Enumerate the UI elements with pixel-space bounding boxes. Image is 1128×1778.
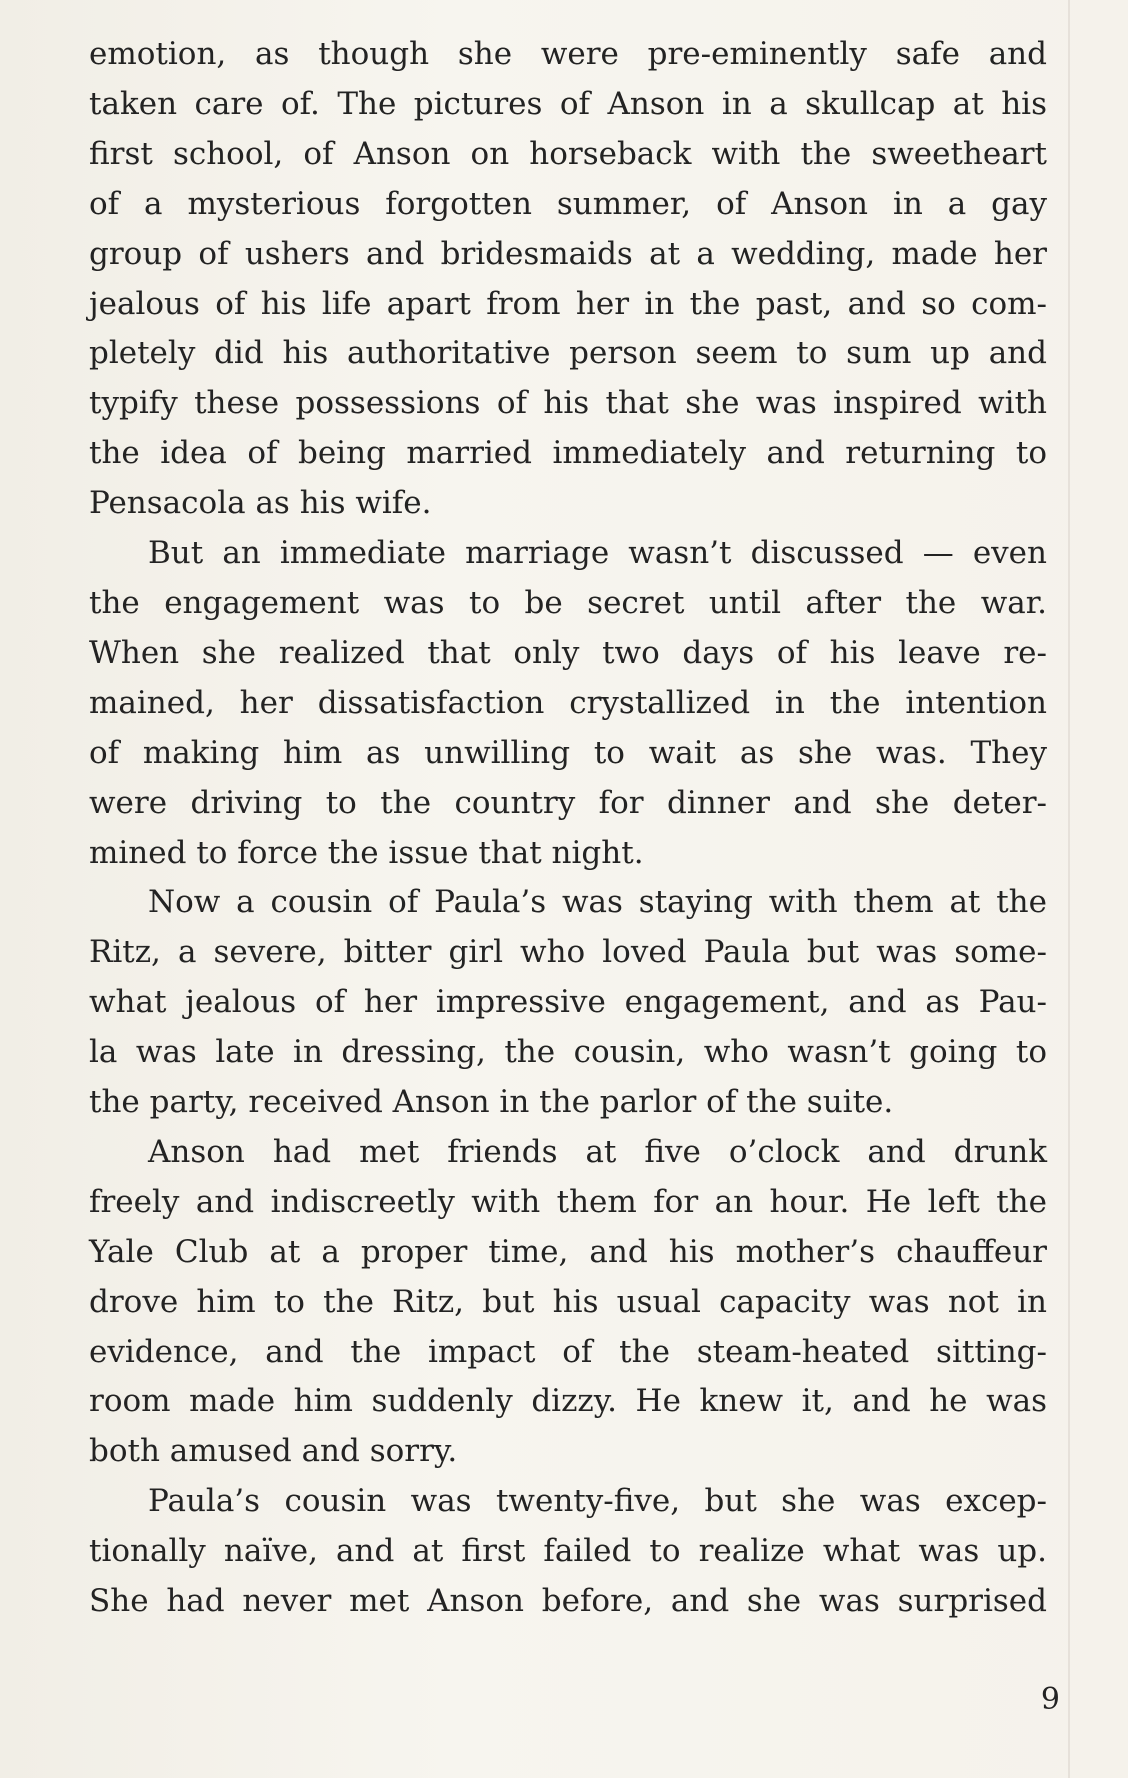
text-line: Yale Club at a proper time, and his mother’s chauffeur bbox=[89, 1233, 1047, 1270]
text-line: Paula’s cousin was twenty-five, but she was excep- bbox=[148, 1483, 1047, 1520]
text-line: When she realized that only two days of his leave re- bbox=[89, 634, 1047, 671]
paragraph-3 bbox=[89, 878, 1047, 1128]
text-line: group of ushers and bridesmaids at a wedding, made her bbox=[89, 235, 1047, 272]
paragraph-5 bbox=[89, 1477, 1047, 1627]
text-line: the engagement was to be secret until after the war. bbox=[89, 584, 1047, 621]
text-line: freely and indiscreetly with them for an hour. He left the bbox=[89, 1183, 1047, 1220]
text-line: evidence, and the impact of the steam-heated sitting- bbox=[89, 1333, 1047, 1370]
text-line: both amused and sorry. bbox=[89, 1433, 458, 1470]
text-line: first school, of Anson on horseback with the sweetheart bbox=[89, 135, 1047, 172]
text-line: But an immediate marriage wasn’t discussed — even bbox=[148, 535, 1047, 572]
text-line: typify these possessions of his that she was inspired with bbox=[89, 385, 1047, 422]
text-line: jealous of his life apart from her in the past, and so com- bbox=[89, 285, 1047, 322]
text-line: emotion, as though she were pre-eminently safe and bbox=[89, 36, 1047, 72]
text-line: drove him to the Ritz, but his usual capacity was not in bbox=[89, 1283, 1047, 1320]
text-line: Ritz, a severe, bitter girl who loved Paula but was some- bbox=[89, 934, 1047, 971]
text-line: of making him as unwilling to wait as she was. They bbox=[89, 734, 1047, 771]
text-line: Now a cousin of Paula’s was staying with them at the bbox=[148, 884, 1047, 921]
paragraph-4 bbox=[89, 1128, 1047, 1477]
text-line: the idea of being married immediately and returning to bbox=[89, 435, 1047, 472]
text-line: the party, received Anson in the parlor of the suite. bbox=[89, 1084, 894, 1121]
paragraph-2 bbox=[89, 529, 1047, 878]
text-line: of a mysterious forgotten summer, of Anson in a gay bbox=[89, 185, 1047, 222]
text-line: tionally naïve, and at first failed to realize what was up. bbox=[89, 1533, 1047, 1570]
text-line: Anson had met friends at five o’clock and drunk bbox=[148, 1133, 1047, 1170]
text-line: Pensacola as his wife. bbox=[89, 485, 432, 522]
text-line: room made him suddenly dizzy. He knew it, and he was bbox=[89, 1383, 1047, 1420]
text-line: were driving to the country for dinner and she deter- bbox=[89, 784, 1047, 821]
text-line: taken care of. The pictures of Anson in a skullcap at his bbox=[89, 85, 1047, 122]
page-edge-shadow bbox=[1068, 0, 1070, 1778]
page-number: 9 bbox=[1040, 1682, 1060, 1717]
text-line: mined to force the issue that night. bbox=[89, 834, 644, 871]
text-line: what jealous of her impressive engagement, and as Pau- bbox=[89, 984, 1047, 1021]
text-line: mained, her dissatisfaction crystallized in the intention bbox=[89, 684, 1047, 721]
paragraph-1 bbox=[89, 30, 1047, 529]
text-line: la was late in dressing, the cousin, who wasn’t going to bbox=[89, 1034, 1047, 1071]
body-text bbox=[89, 30, 1047, 1627]
text-line: She had never met Anson before, and she was surprised bbox=[89, 1583, 1047, 1620]
text-line: pletely did his authoritative person seem to sum up and bbox=[89, 335, 1047, 372]
